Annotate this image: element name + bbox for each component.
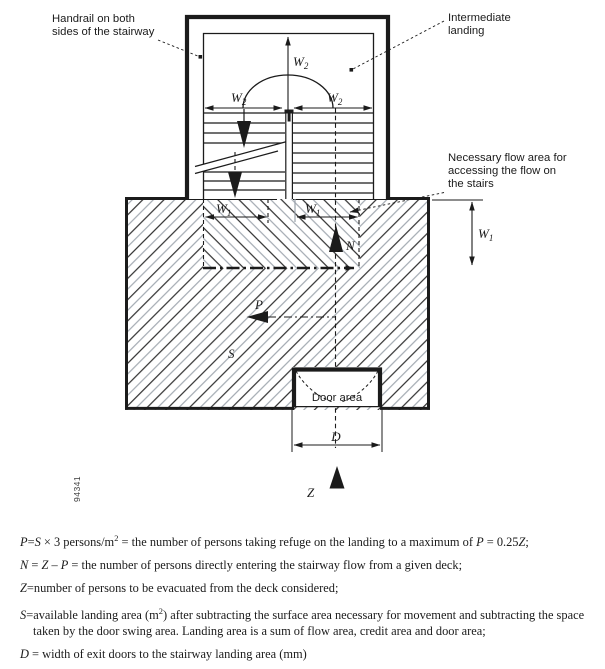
deck-area bbox=[125, 197, 430, 410]
d-label: D bbox=[331, 429, 341, 444]
p-label: P bbox=[255, 297, 263, 312]
w2-left-label: $W_2$ bbox=[231, 90, 247, 107]
handrail-end-mark bbox=[285, 110, 294, 114]
door-area-label: Door area bbox=[311, 392, 363, 404]
legend-line: P=S × 3 persons/$m^2$ = the number of persons taking refuge on the landing to a maximum of P = 0.25Z; bbox=[20, 533, 529, 550]
legend-line: Z=number of persons to be evacuated from the deck considered; bbox=[20, 581, 339, 596]
handrail-annotation-line1: Handrail on both bbox=[52, 13, 135, 25]
flight-divider bbox=[285, 110, 294, 200]
n-label: N bbox=[346, 238, 355, 253]
w1-vertical-label: $W_1$ bbox=[478, 226, 494, 243]
legend-line: N = Z – P = the number of persons directly entering the stairway flow from a given deck; bbox=[20, 558, 463, 573]
legend-line: S=available landing area $(m^2)$ after subtracting the surface area necessary for movement and subtracting the space taken by the door swing area. Landing area is a sum of flow area, credit area and door area; bbox=[20, 606, 585, 638]
w1-left-label: $W_1$ bbox=[216, 201, 232, 218]
z-label: Z bbox=[307, 485, 315, 500]
w2-vertical-label: $W_2$ bbox=[293, 54, 309, 71]
drawing-code: 94341 bbox=[72, 475, 82, 502]
legend-line: D = width of exit doors to the stairway landing area (mm) bbox=[20, 646, 307, 661]
z-arrow bbox=[330, 466, 345, 489]
flow-area-annotation-line3: the stairs bbox=[448, 178, 494, 190]
flow-area-annotation-line1: Necessary flow area for bbox=[448, 152, 567, 164]
s-label: S bbox=[228, 346, 235, 361]
flow-area-annotation-line2: accessing the flow on bbox=[448, 165, 557, 177]
handrail-annotation-line2: sides of the stairway bbox=[52, 26, 155, 38]
intermediate-landing-annotation-line2: landing bbox=[448, 25, 485, 37]
w2-right-label: $W_2$ bbox=[327, 90, 343, 107]
legend-block bbox=[20, 531, 598, 669]
intermediate-landing-annotation-line1: Intermediate bbox=[448, 12, 511, 24]
w1-right-label: $W_1$ bbox=[305, 201, 321, 218]
